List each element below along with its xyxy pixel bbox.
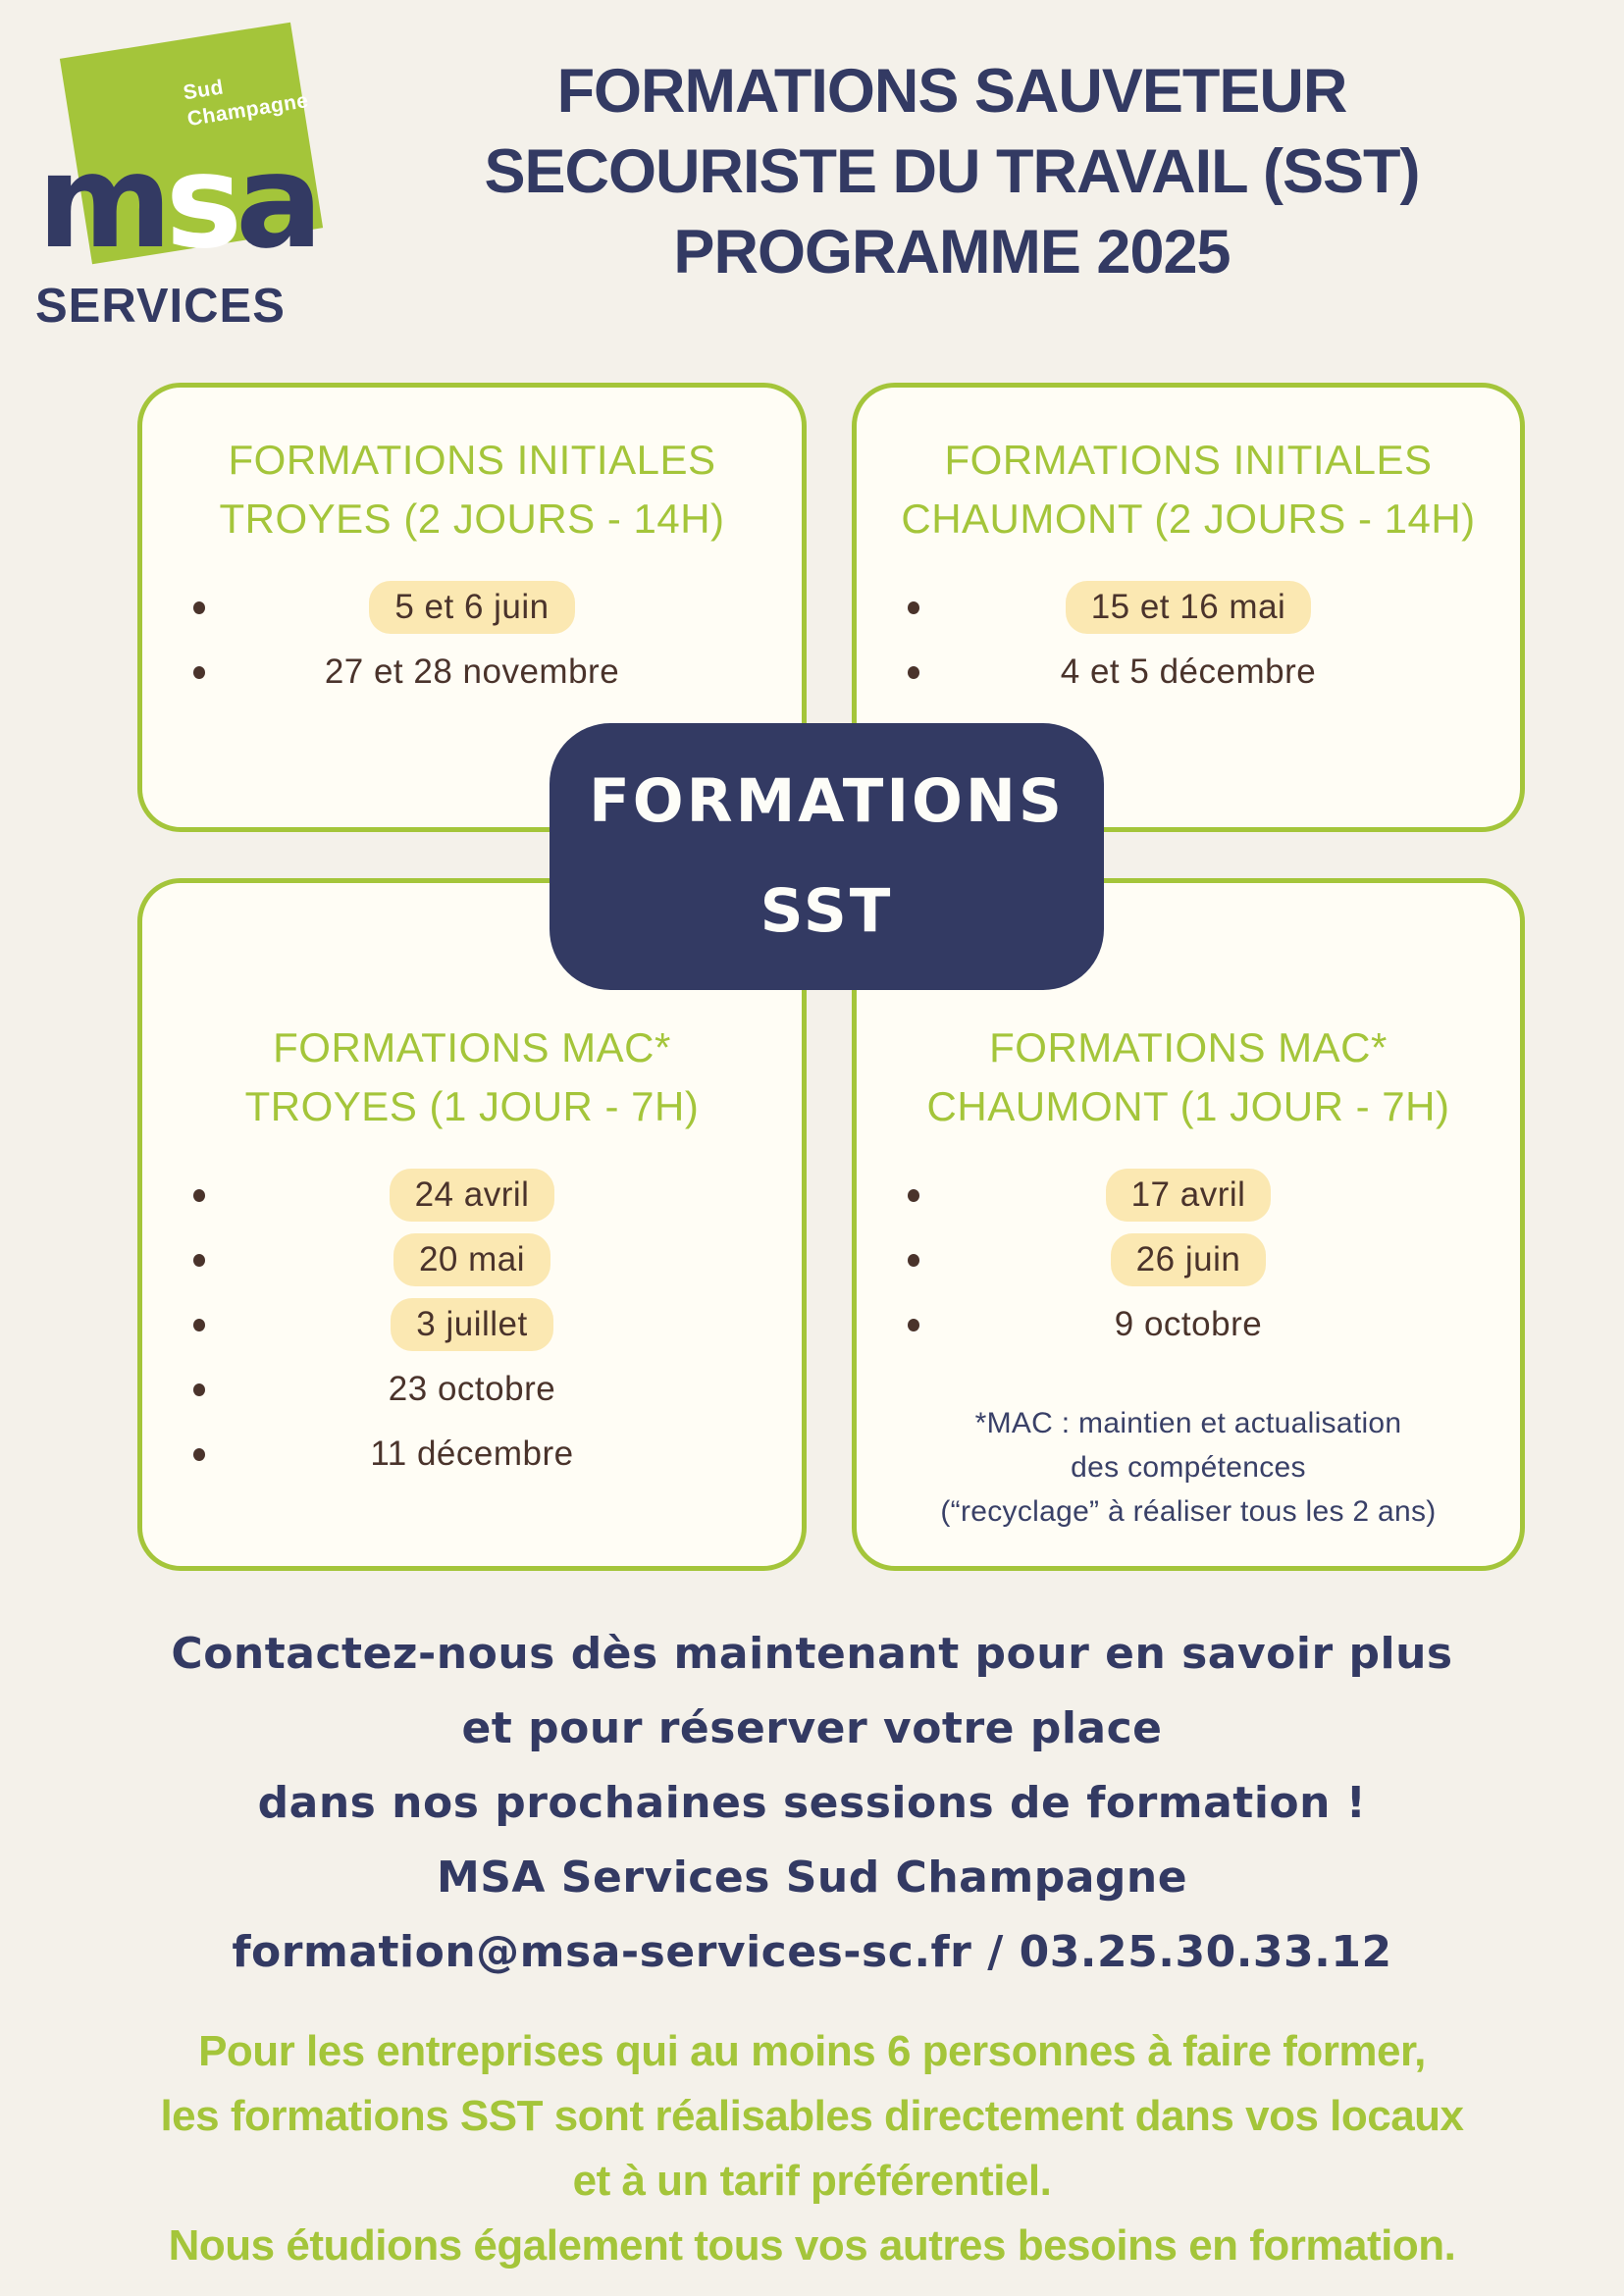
contact-line1: Contactez-nous dès maintenant pour en savoir plus <box>171 1629 1453 1679</box>
page-title-line2: SECOURISTE DU TRAVAIL (SST) <box>484 137 1420 206</box>
bullet-dot <box>908 666 919 679</box>
page-title-line1: FORMATIONS SAUVETEUR <box>556 57 1347 126</box>
logo-region-text: Sud Champagne <box>182 76 311 130</box>
date-item <box>142 576 802 639</box>
formations-sst-badge <box>550 723 1104 990</box>
mac-footnote-line2: des compétences <box>1071 1451 1306 1484</box>
box-title-line2: TROYES (2 JOURS - 14H) <box>219 496 725 542</box>
mac-footnote <box>857 1401 1520 1534</box>
bullet-dot <box>193 1189 205 1202</box>
box-title <box>142 1018 802 1136</box>
box-title <box>142 431 802 548</box>
date-item <box>142 1358 802 1421</box>
contact-line2: et pour réserver votre place <box>461 1703 1163 1753</box>
date-list <box>857 576 1520 704</box>
logo-brand-m: m <box>37 127 166 278</box>
date-text: 11 décembre <box>370 1435 574 1473</box>
page-title-line3: PROGRAMME 2025 <box>673 218 1231 287</box>
date-text-highlighted: 15 et 16 mai <box>1066 581 1312 634</box>
footer-line4: Nous étudions également tous vos autres besoins en formation. <box>168 2221 1456 2270</box>
contact-company-name: MSA Services Sud Champagne <box>436 1852 1188 1903</box>
footer-line1: Pour les entreprises qui au moins 6 personnes à faire former, <box>198 2027 1426 2075</box>
date-item <box>142 1293 802 1356</box>
box-title-line1: FORMATIONS INITIALES <box>228 437 716 483</box>
date-item <box>857 576 1520 639</box>
page-title <box>334 51 1570 292</box>
mac-footnote-line1: *MAC : maintien et actualisation <box>974 1407 1402 1439</box>
date-item <box>857 641 1520 704</box>
box-title <box>857 431 1520 548</box>
date-text: 4 et 5 décembre <box>1060 652 1317 691</box>
box-title-line2: CHAUMONT (2 JOURS - 14H) <box>901 496 1476 542</box>
badge-line2: SST <box>760 876 894 946</box>
contact-line3: dans nos prochaines sessions de formation ! <box>257 1778 1367 1828</box>
contact-email-phone: formation@msa-services-sc.fr / 03.25.30.33.12 <box>232 1927 1392 1977</box>
bullet-dot <box>193 1254 205 1267</box>
logo-brand-text <box>37 127 317 278</box>
bullet-dot <box>908 1189 919 1202</box>
box-title-line2: CHAUMONT (1 JOUR - 7H) <box>926 1083 1450 1129</box>
date-text-highlighted: 3 juillet <box>391 1298 552 1351</box>
footer-line2: les formations SST sont réalisables directement dans vos locaux <box>160 2092 1464 2140</box>
date-list <box>142 576 802 704</box>
date-item <box>857 1164 1520 1226</box>
bullet-dot <box>193 601 205 614</box>
date-text-highlighted: 26 juin <box>1111 1233 1267 1286</box>
bullet-dot <box>193 1319 205 1331</box>
date-item <box>857 1228 1520 1291</box>
date-text-highlighted: 20 mai <box>393 1233 550 1286</box>
bullet-dot <box>908 1254 919 1267</box>
date-text: 27 et 28 novembre <box>324 652 620 691</box>
date-text: 9 octobre <box>1114 1305 1263 1343</box>
date-item <box>857 1293 1520 1356</box>
bullet-dot <box>908 601 919 614</box>
mac-footnote-line3: (“recyclage” à réaliser tous les 2 ans) <box>940 1495 1437 1528</box>
bullet-dot <box>193 1383 205 1396</box>
box-title-line2: TROYES (1 JOUR - 7H) <box>244 1083 700 1129</box>
footer-note <box>0 2019 1624 2278</box>
date-item <box>142 1423 802 1486</box>
date-list <box>857 1164 1520 1356</box>
date-text-highlighted: 5 et 6 juin <box>369 581 574 634</box>
box-title-line1: FORMATIONS MAC* <box>989 1024 1388 1070</box>
box-title-line1: FORMATIONS MAC* <box>273 1024 671 1070</box>
box-title-line1: FORMATIONS INITIALES <box>944 437 1433 483</box>
date-item <box>142 1228 802 1291</box>
footer-line3: et à un tarif préférentiel. <box>572 2157 1052 2205</box>
logo-brand-a: a <box>236 127 317 278</box>
date-text: 23 octobre <box>388 1370 556 1408</box>
bullet-dot <box>193 1448 205 1461</box>
date-item <box>142 641 802 704</box>
logo-brand-s: s <box>165 127 236 278</box>
date-text-highlighted: 24 avril <box>390 1169 555 1222</box>
badge-line1: FORMATIONS <box>589 766 1065 836</box>
date-item <box>142 1164 802 1226</box>
bullet-dot <box>908 1319 919 1331</box>
msa-logo <box>27 22 351 333</box>
box-title <box>857 1018 1520 1136</box>
date-list <box>142 1164 802 1486</box>
date-text-highlighted: 17 avril <box>1106 1169 1272 1222</box>
bullet-dot <box>193 666 205 679</box>
contact-section <box>0 1617 1624 1990</box>
logo-services-text: SERVICES <box>35 280 286 333</box>
